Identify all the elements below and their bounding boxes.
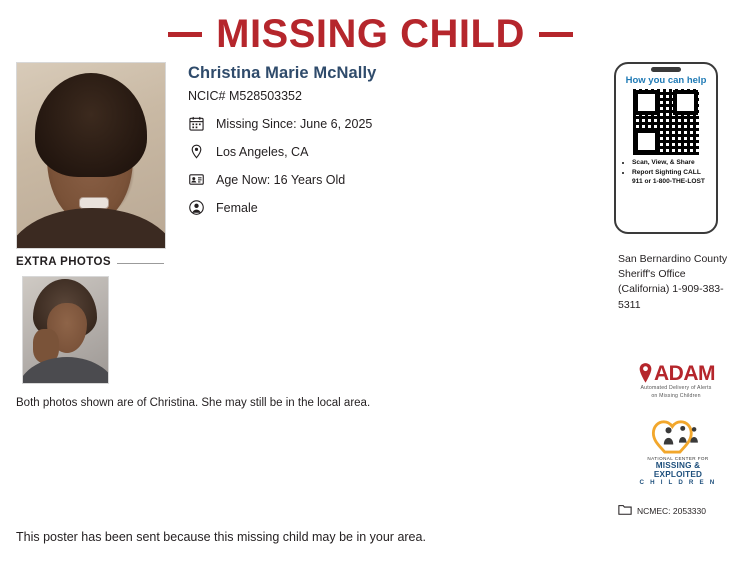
footer-note: This poster has been sent because this missing child may be in your area. — [16, 530, 426, 544]
detail-text-gender: Female — [216, 200, 258, 215]
ncmec-line2: MISSING & — [655, 461, 701, 470]
detail-row-location — [188, 143, 478, 160]
adam-wordmark: ADAM — [654, 361, 715, 385]
help-bullet-list — [621, 159, 711, 188]
qr-corner-bottom-left — [634, 129, 659, 154]
child-name: Christina Marie McNally — [188, 64, 377, 82]
header-rule-left — [168, 32, 202, 37]
how-you-can-help-panel — [614, 62, 718, 234]
adam-subtitle-line1: Automated Delivery of Alerts — [640, 385, 712, 391]
extra-photos-label: EXTRA PHOTOS — [16, 256, 111, 268]
ncmec-logo — [630, 418, 726, 486]
header-rule-right — [539, 32, 573, 37]
main-photo — [16, 62, 166, 249]
ncmec-line3: EXPLOITED — [653, 470, 703, 480]
page-title: MISSING CHILD — [216, 12, 525, 56]
detail-text-location: Los Angeles, CA — [216, 144, 309, 159]
person-icon — [188, 199, 205, 216]
ncmec-id-label: NCMEC: 2053330 — [637, 505, 706, 516]
id-card-icon — [188, 171, 205, 188]
ncmec-id — [618, 503, 706, 518]
detail-text-missing-since: Missing Since: June 6, 2025 — [216, 116, 373, 131]
adam-subtitle-line2: on Missing Children — [651, 393, 701, 400]
ncic-number: NCIC# M528503352 — [188, 89, 302, 103]
detail-text-age: Age Now: 16 Years Old — [216, 172, 346, 187]
photo-note: Both photos shown are of Christina. She may still be in the local area. — [16, 397, 371, 409]
detail-row-missing-since — [188, 115, 478, 132]
ncmec-line1: NATIONAL CENTER FOR — [647, 456, 709, 461]
ncmec-mark-icon — [630, 418, 726, 454]
extra-photos-heading — [16, 256, 164, 268]
adam-pin-icon — [637, 362, 654, 384]
qr-code[interactable] — [633, 89, 699, 155]
how-you-can-help-heading: How you can help — [625, 75, 707, 86]
agency-contact: San Bernardino County Sheriff's Office (California) 1-909-383-5311 — [618, 253, 728, 311]
help-bullet-scan: • Scan, View, & Share — [632, 159, 711, 168]
ncmec-line4: C H I L D R E N — [639, 479, 717, 487]
calendar-icon — [188, 115, 205, 132]
detail-row-gender — [188, 199, 478, 216]
child-details — [188, 64, 478, 227]
document-icon — [618, 503, 632, 518]
poster-header — [0, 10, 741, 58]
detail-row-age — [188, 171, 478, 188]
help-bullet-report: • Report Sighting CALL 911 or 1-800-THE-LOST — [632, 169, 711, 186]
adam-logo — [622, 362, 730, 400]
divider — [117, 263, 164, 264]
extra-photo — [22, 276, 109, 384]
phone-notch — [651, 67, 681, 72]
location-pin-icon — [188, 143, 205, 160]
